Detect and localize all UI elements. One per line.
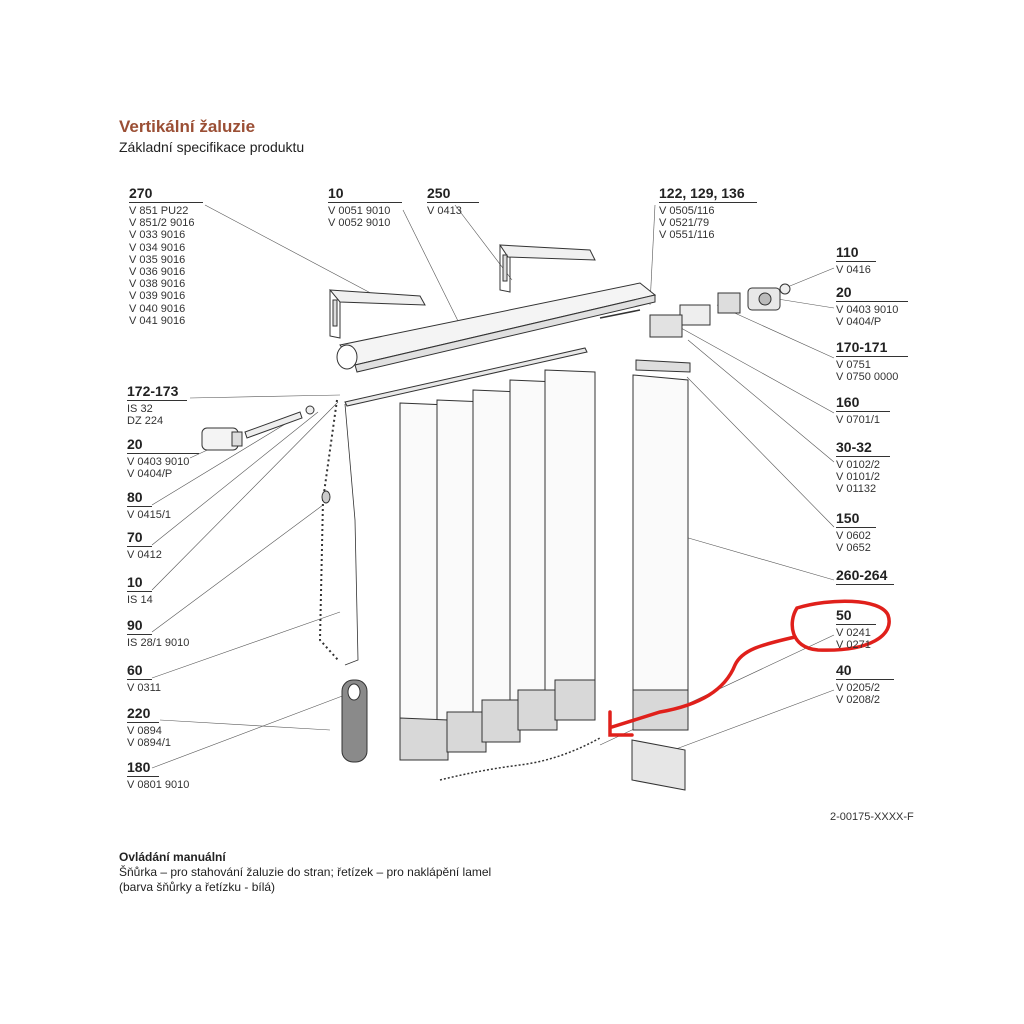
part-label-160: 160 V 0701/1 xyxy=(836,395,890,426)
notes-line-1: Šňůrka – pro stahování žaluzie do stran; řetízek – pro naklápění lamel xyxy=(119,865,492,879)
part-label-30-32: 30-32 V 0102/2 V 0101/2 V 01132 xyxy=(836,440,890,496)
part-label-70: 70 V 0412 xyxy=(127,529,162,561)
diagram-title: Vertikální žaluzie xyxy=(119,117,256,136)
spindle-rod xyxy=(245,412,302,438)
document-number: 2-00175-XXXX-F xyxy=(830,811,914,823)
diagram-subtitle: Základní specifikace produktu xyxy=(119,139,305,155)
part-label-50: 50 V 0241 V 0271 xyxy=(836,608,876,651)
pull-chain xyxy=(320,400,358,665)
notes-heading: Ovládání manuální xyxy=(119,850,226,864)
part-label-80: 80 V 0415/1 xyxy=(127,489,172,521)
notes-line-2: (barva šňůrky a řetízku - bílá) xyxy=(119,880,276,894)
bottom-weight xyxy=(632,740,685,790)
end-block xyxy=(680,305,710,325)
part-label-172-173: 172-173 IS 32 DZ 224 xyxy=(127,384,187,427)
part-label-20-left: 20 V 0403 9010 V 0404/P xyxy=(127,437,199,480)
left-end-cap xyxy=(202,428,242,450)
part-label-180: 180 V 0801 9010 xyxy=(127,759,190,791)
bracket-right xyxy=(500,245,595,292)
small-cap xyxy=(780,284,790,294)
part-label-10-rail: 10 V 0051 9010 V 0052 9010 xyxy=(328,186,402,229)
washer xyxy=(306,406,314,414)
part-label-10-left: 10 IS 14 xyxy=(127,574,153,606)
part-label-170-171: 170-171 V 0751 V 0750 0000 xyxy=(836,340,908,383)
wand-handle xyxy=(342,680,367,762)
control-notes xyxy=(119,850,491,895)
tilt-mechanism xyxy=(650,315,682,337)
part-label-220: 220 V 0894 V 0894/1 xyxy=(127,705,172,750)
part-label-40: 40 V 0205/2 V 0208/2 xyxy=(836,663,894,706)
part-label-122-129-136: 122, 129, 136 V 0505/116 V 0521/79 V 0551/116 xyxy=(659,186,757,242)
part-label-260-264: 260-264 xyxy=(836,568,894,587)
part-label-250: 250 V 0413 xyxy=(427,186,479,217)
part-label-150: 150 V 0602 V 0652 xyxy=(836,511,876,554)
pulley-housing xyxy=(718,293,740,313)
part-label-270: 270 V 851 PU22 V 851/2 9016 V 033 9016 V 034 9016 V 035 9016 V 036 9016 V 038 9016 V 039 9016 V 040 9016 V 041 9016 xyxy=(129,186,203,327)
louvres xyxy=(400,360,690,760)
part-label-90: 90 IS 28/1 9010 xyxy=(127,617,190,649)
part-label-60: 60 V 0311 xyxy=(127,662,162,694)
right-gearbox xyxy=(748,288,780,310)
part-label-110: 110 V 0416 xyxy=(836,245,876,276)
part-label-20-right: 20 V 0403 9010 V 0404/P xyxy=(836,285,908,328)
